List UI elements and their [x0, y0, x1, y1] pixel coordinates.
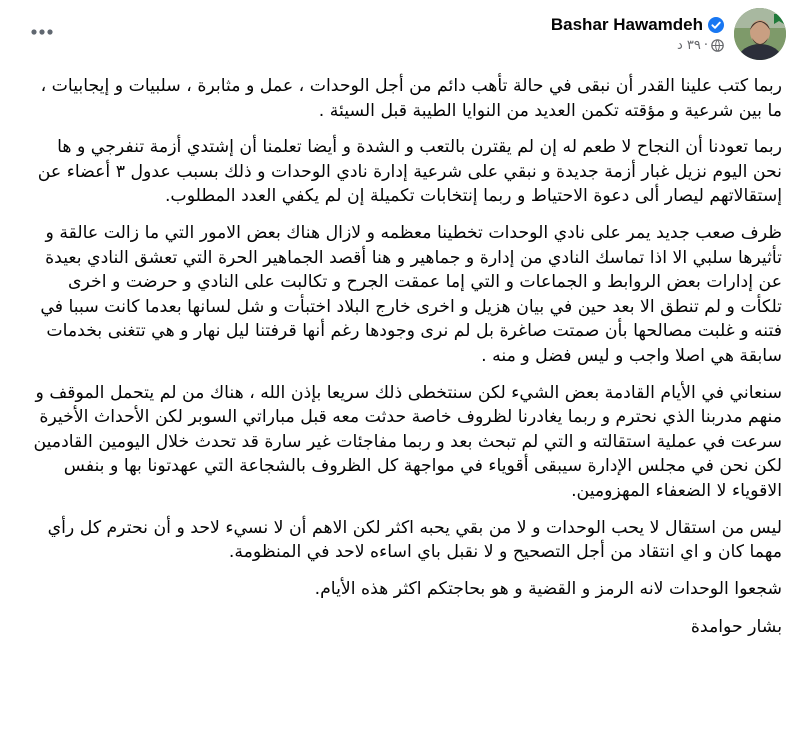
more-options-button[interactable]	[22, 18, 62, 46]
post-paragraph-2: ربما تعودنا أن النجاح لا طعم له إن لم يقترن بالتعب و الشدة و أيضا تعلمنا أن إشتدي أزمة تنفرجي و ها نحن اليوم نزيل غبار أزمة جديدة و نبقي على شرعية إدارة نادي الوحدات و ذلك بسبب عدول ٣ أعضاء عن إستقالاتهم ليصار ألى دعوة الاحتياط و ربما إنتخابات تكميلة إن لم يكفي العدد المطلوب.	[37, 137, 782, 207]
globe-icon[interactable]	[711, 39, 724, 52]
verified-badge-icon	[708, 17, 724, 33]
more-horizontal-icon	[30, 28, 54, 36]
author-line	[551, 15, 724, 35]
post-paragraph-4: سنعاني في الأيام القادمة بعض الشيء لكن سنتخطى ذلك سريعا بإذن الله ، هناك من لم يتحمل الموقف و منهم مدربنا الذي نحترم و ربما يغادرنا لظروف خاصة حدثت معه قبل مباراتي السوبر لكن الأحداث الأخيرة سرعت في عملية استقالته و التي لم تبحث بعد و ربما مفاجئات غير سارة قد تحدث خلال اليومين القادمين لكن نحن في مجلس الإدارة سيبقى أقوياء في مواجهة كل الظروف بالشجاعة التي عهدتونا بها و بنفس الاقوياء لا الضعفاء المهزومين.	[33, 382, 782, 501]
post-signature: بشار حوامدة	[690, 617, 782, 638]
author-name[interactable]: Bashar Hawamdeh	[550, 15, 703, 34]
post-paragraph-1: ربما كتب علينا القدر أن نبقى في حالة تأهب دائم من أجل الوحدات ، عمل و مثابرة ، سلبيات و إيجابيات ، ما بين شرعية و مؤقته تكمن العديد من النوايا الطيبة قبل السيئة .	[40, 76, 782, 121]
post-paragraph-5: ليس من استقال لا يحب الوحدات و لا من بقي يحبه اكثر لكن الاهم أن لا نسيء لاحد و أن نحترم كل رأي مهما كان و اي انتقاد من أجل التصحيح و لا نقبل باي اساءه لاحد في المنظومة.	[47, 517, 782, 563]
post-timestamp[interactable]: ٣٩ د	[676, 38, 701, 53]
author-block	[551, 15, 724, 53]
post-paragraph-6: شجعوا الوحدات لانه الرمز و القضية و هو بحاجتكم اكثر هذه الأيام.	[314, 578, 782, 599]
post-paragraph-3: ظرف صعب جديد يمر على نادي الوحدات تخطينا معظمه و لازال هناك بعض الامور التي ما زالت عالقة و تأثيرها سلبي الا اذا تماسك النادي من إدارة و جماهير و هنا أقصد الجماهير الحرة التي تعشق النادي بعيدة عن إدارات بعض الروابط و الجماعات و التي إما عمقت الجرح و تكالبت على النادي و حرضت و اخرى تلكأت و لم تنطق الا بعد حين في بيان هزيل و اخرى خارج البلاد اختبأت و شل لسانها بعدما كانت سببا في فتنه و غلبت مصالحها بأن صمتت صاغرة بل لم نرى وجودها رغم أنها قرفتنا ليل نهار و هي تتغنى بخدمات سابقة هي اصلا واجب و ليس فضل و منه .	[40, 222, 782, 366]
author-avatar[interactable]	[734, 8, 786, 60]
post-header	[551, 8, 786, 60]
meta-separator: ·	[703, 38, 708, 53]
post-meta	[551, 38, 724, 53]
post-body	[24, 74, 782, 652]
